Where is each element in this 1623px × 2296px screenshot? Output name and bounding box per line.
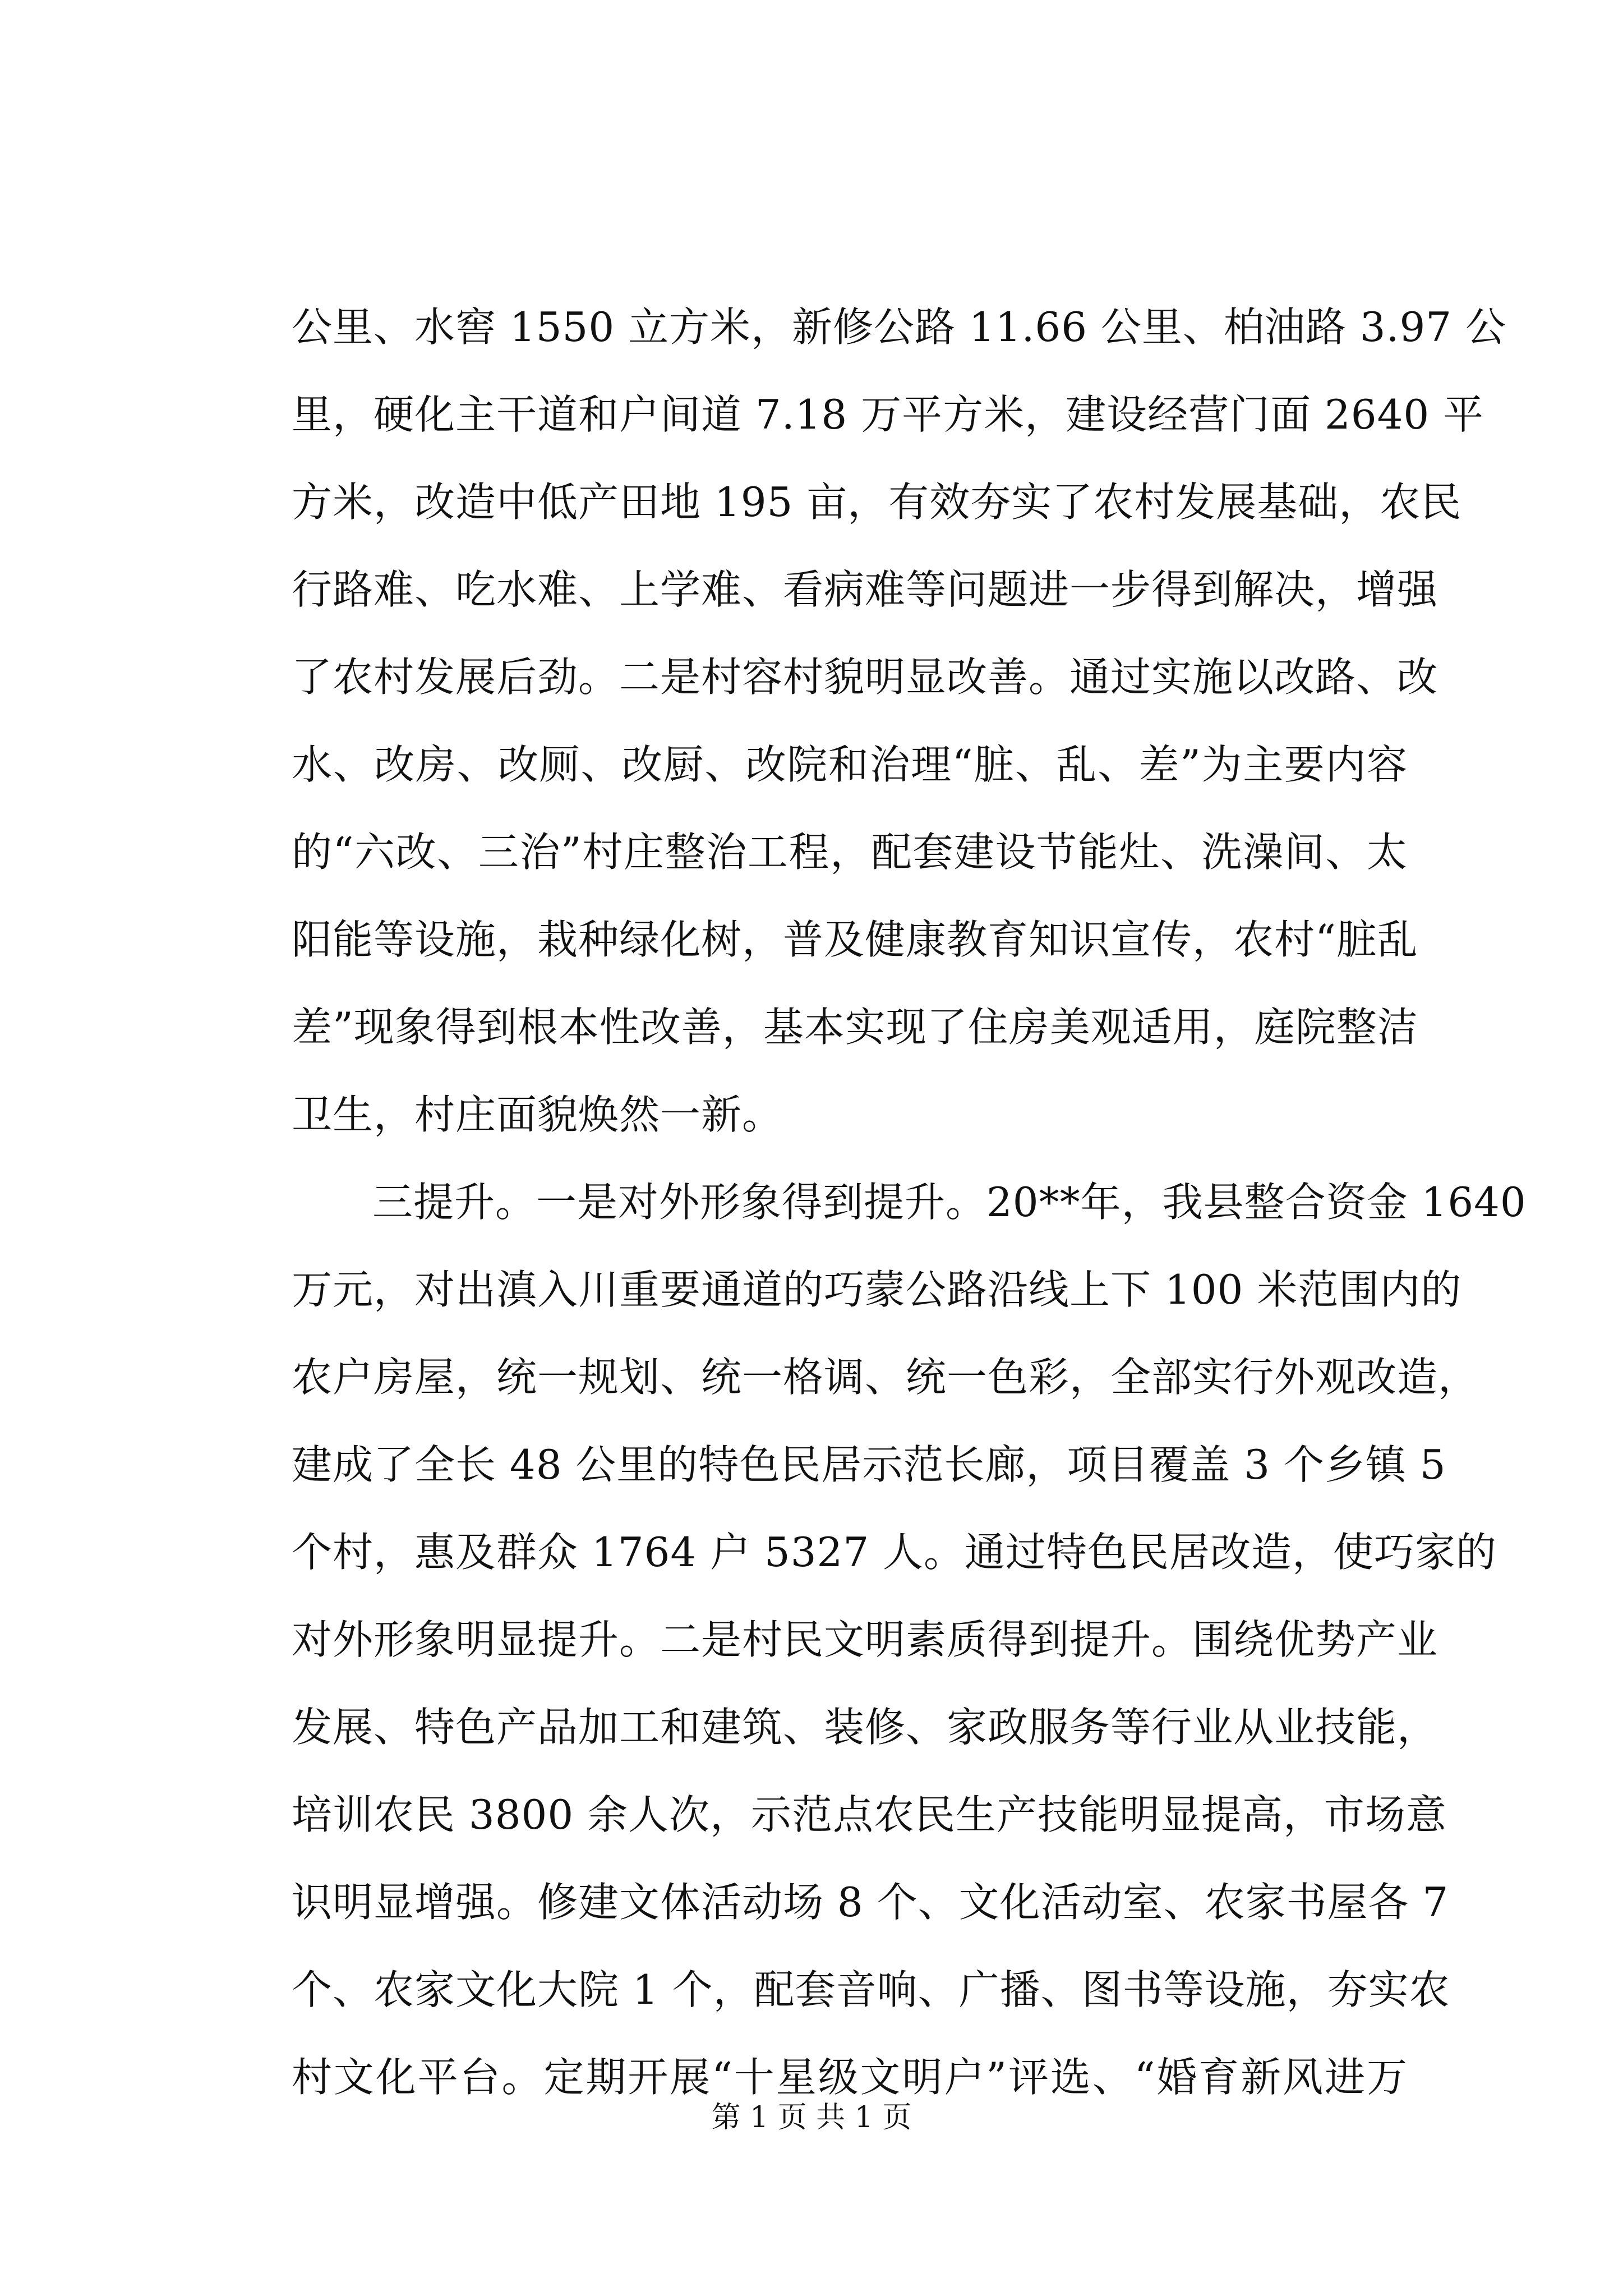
document-body (292, 283, 1527, 2121)
paragraph1-line-9: 差”现象得到根本性改善，基本实现了住房美观适用，庭院整洁 (292, 1004, 1418, 1051)
paragraph1-line-8: 阳能等设施，栽种绿化树，普及健康教育知识宣传，农村“脏乱 (292, 916, 1418, 963)
paragraph1-line-4: 行路难、吃水难、上学难、看病难等问题进一步得到解决，增强 (292, 566, 1438, 613)
page-footer (0, 2098, 1623, 2137)
page-number-label: 第 1 页 共 1 页 (711, 2101, 912, 2134)
paragraph1-line-7: 的“六改、三治”村庄整治工程，配套建设节能灶、洗澡间、太 (292, 829, 1408, 876)
paragraph2-line-6: 对外形象明显提升。二是村民文明素质得到提升。围绕优势产业 (292, 1616, 1438, 1663)
paragraph1-line-2: 里，硬化主干道和户间道 7.18 万平方米，建设经营门面 2640 平 (292, 391, 1484, 438)
paragraph2-line-9: 识明显增强。修建文体活动场 8 个、文化活动室、农家书屋各 7 (292, 1879, 1449, 1926)
paragraph2-line-3: 农户房屋，统一规划、统一格调、统一色彩，全部实行外观改造， (292, 1354, 1479, 1401)
paragraph2-line-11: 村文化平台。定期开展“十星级文明户”评选、“婚育新风进万 (292, 2054, 1408, 2101)
paragraph1-line-1: 公里、水窖 1550 立方米，新修公路 11.66 公里、柏油路 3.97 公 (292, 303, 1506, 351)
paragraph2-line-8: 培训农民 3800 余人次，示范点农民生产技能明显提高，市场意 (292, 1791, 1447, 1838)
paragraph2-line-7: 发展、特色产品加工和建筑、装修、家政服务等行业从业技能， (292, 1704, 1438, 1751)
paragraph2-line-2: 万元，对出滇入川重要通道的巧蒙公路沿线上下 100 米范围内的 (292, 1266, 1462, 1313)
paragraph1-line-10: 卫生，村庄面貌焕然一新。 (292, 1091, 783, 1138)
paragraph1-line-3: 方米，改造中低产田地 195 亩，有效夯实了农村发展基础，农民 (292, 478, 1462, 526)
paragraph2-line-5: 个村，惠及群众 1764 户 5327 人。通过特色民居改造，使巧家的 (292, 1529, 1497, 1576)
paragraph2-line-1: 三提升。一是对外形象得到提升。20**年，我县整合资金 1640 (372, 1179, 1527, 1226)
paragraph1-line-6: 水、改房、改厕、改厨、改院和治理“脏、乱、差”为主要内容 (292, 741, 1408, 788)
paragraph2-line-10: 个、农家文化大院 1 个，配套音响、广播、图书等设施，夯实农 (292, 1966, 1450, 2013)
paragraph2-line-4: 建成了全长 48 公里的特色民居示范长廊，项目覆盖 3 个乡镇 5 (292, 1441, 1446, 1488)
paragraph1-line-5: 了农村发展后劲。二是村容村貌明显改善。通过实施以改路、改 (292, 654, 1438, 701)
